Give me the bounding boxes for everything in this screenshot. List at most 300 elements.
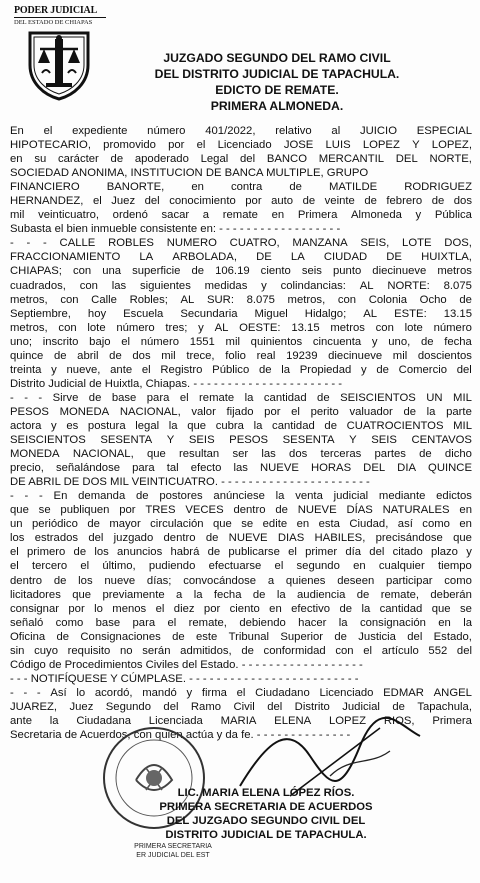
- body-word: no: [120, 644, 133, 657]
- body-word: remate,: [380, 588, 420, 601]
- body-line: [10, 194, 472, 208]
- seal-text: [118, 842, 228, 860]
- body-word: por: [119, 504, 136, 517]
- body-word: tres;: [165, 321, 188, 334]
- body-word: así: [397, 518, 413, 531]
- body-word: debiendo: [239, 616, 286, 629]
- body-word: JOSE: [283, 139, 314, 152]
- body-word: por: [245, 195, 262, 208]
- body-word: LOPEZ: [328, 714, 367, 727]
- body-word: Y: [412, 139, 420, 152]
- body-word: seis: [301, 265, 322, 278]
- body-word: Ciudad,: [349, 518, 389, 531]
- body-word: estrados: [34, 532, 79, 545]
- body-word: ANGEL: [433, 686, 472, 699]
- body-word: el: [288, 546, 297, 559]
- body-word: por: [68, 602, 85, 615]
- body-word: NACIONAL,: [119, 405, 181, 418]
- body-word: MONEDA: [59, 405, 110, 418]
- body-line: [10, 152, 472, 166]
- body-word: de: [364, 195, 377, 208]
- body-word: TRES: [145, 504, 176, 517]
- body-word: uno;: [10, 335, 32, 348]
- body-word: este: [195, 630, 218, 643]
- body-word: de: [339, 602, 353, 615]
- body-line: [10, 335, 472, 349]
- body-word: una: [102, 265, 122, 278]
- body-line: [10, 363, 472, 377]
- body-line: [10, 559, 472, 573]
- body-word: como: [55, 616, 84, 629]
- body-word: en: [438, 616, 451, 629]
- body-word: el: [141, 363, 151, 376]
- body-word: del: [163, 700, 179, 713]
- body-word: del: [144, 195, 160, 208]
- body-word: 8.075: [443, 279, 472, 292]
- body-word: licitadores: [10, 588, 61, 601]
- body-word: dentro: [10, 574, 43, 587]
- body-word: 13.15: [443, 307, 472, 320]
- body-word: Estado,: [433, 630, 472, 643]
- body-word: la: [244, 391, 254, 404]
- body-word: contra: [230, 181, 263, 194]
- body-word: publiquen: [60, 504, 110, 517]
- body-word: LA: [290, 251, 305, 264]
- body-word: en: [459, 504, 472, 517]
- body-word: primer: [305, 546, 338, 559]
- body-word: para: [132, 616, 156, 629]
- body-word: el: [43, 125, 53, 137]
- body-word: CUATRO,: [229, 237, 280, 250]
- body-word: bajo: [89, 335, 111, 348]
- body-word: DIA: [397, 462, 417, 475]
- body-word: terceras: [320, 448, 362, 461]
- body-word: ciento: [260, 265, 291, 278]
- body-word: ordenó: [112, 209, 148, 222]
- body-word: HIPOTECARIO,: [10, 139, 91, 152]
- body-word: quince: [10, 349, 44, 362]
- body-word: de: [205, 532, 219, 545]
- body-word: el: [291, 405, 300, 418]
- body-word: metros,: [287, 293, 326, 306]
- body-word: que: [453, 532, 472, 545]
- body-word: ciento: [229, 602, 260, 615]
- body-word: precio,: [10, 462, 44, 475]
- body-word: ELENA: [274, 714, 312, 727]
- body-word: Juez: [69, 700, 94, 713]
- body-word: días;: [146, 574, 172, 587]
- signatory-district: DISTRITO JUDICIAL DE TAPACHULA.: [165, 829, 367, 841]
- body-word: acordó,: [94, 686, 133, 699]
- body-word: Oficina: [10, 630, 46, 643]
- body-word: LOPEZ,: [431, 139, 472, 152]
- body-word: diez: [173, 602, 195, 615]
- body-word: Secundaria: [180, 307, 238, 320]
- body-word: MATILDE: [329, 181, 378, 194]
- body-word: para: [146, 391, 170, 404]
- body-line: [10, 630, 472, 644]
- body-word: por: [264, 405, 281, 418]
- body-word: con: [60, 293, 79, 306]
- body-word: artículo: [381, 644, 419, 657]
- body-word: dos: [453, 195, 472, 208]
- body-word: la: [281, 363, 291, 376]
- body-word: el: [121, 335, 131, 348]
- body-word: postores: [159, 490, 203, 503]
- edict-body: [10, 124, 472, 742]
- body-line: [10, 658, 472, 672]
- body-word: Superior: [280, 630, 324, 643]
- body-word: 8.075: [246, 293, 275, 306]
- body-word: 106.19: [215, 265, 250, 278]
- body-word: consignar: [10, 602, 59, 615]
- body-word: esta: [318, 518, 340, 531]
- body-word: QUINCE: [428, 462, 472, 475]
- body-word: MANZANA: [292, 237, 348, 250]
- body-word: judicial: [333, 490, 369, 503]
- body-word: plazo: [430, 546, 458, 559]
- body-word: y: [51, 363, 57, 376]
- body-word: Así: [50, 686, 67, 699]
- body-word: colindancias:: [280, 279, 346, 292]
- body-word: Sirve: [52, 391, 79, 404]
- body-word: que: [10, 504, 29, 517]
- body-word: el: [274, 560, 284, 573]
- body-word: de: [420, 335, 434, 348]
- body-word: treinta: [10, 363, 42, 376]
- body-word: JUICIO: [359, 125, 397, 137]
- body-word: número: [147, 125, 186, 137]
- body-word: y: [466, 546, 472, 559]
- body-word: LOPEZ: [362, 139, 400, 152]
- body-word: base: [111, 391, 137, 404]
- body-word: las: [261, 448, 276, 461]
- body-word: es: [66, 419, 79, 432]
- body-word: en: [191, 181, 204, 194]
- body-word: de: [191, 265, 205, 278]
- body-word: -: [24, 391, 28, 404]
- body-word: SEIS: [188, 434, 215, 447]
- body-word: sin: [10, 644, 25, 657]
- body-word: auto: [271, 195, 294, 208]
- body-word: LUIS: [325, 139, 351, 152]
- body-word: la: [361, 602, 371, 615]
- body-word: número: [433, 321, 472, 334]
- body-word: mandó: [142, 686, 177, 699]
- body-line: [10, 264, 472, 278]
- body-word: SESENTA: [100, 434, 153, 447]
- body-line: [10, 475, 472, 489]
- body-word: AL: [363, 307, 378, 320]
- body-word: el: [92, 195, 102, 208]
- body-line: [10, 222, 472, 236]
- body-line: [10, 293, 472, 307]
- body-word: AL: [180, 293, 195, 306]
- body-word: HUIXTLA,: [421, 251, 472, 264]
- body-word: por: [203, 602, 221, 615]
- body-word: veinte: [324, 195, 355, 208]
- body-word: SEISCIENTOS: [10, 434, 86, 447]
- body-word: Miguel: [254, 307, 288, 320]
- body-word: EDMAR: [383, 686, 424, 699]
- body-word: trece,: [186, 349, 215, 362]
- body-word: señalándose: [55, 462, 121, 475]
- body-word: BANCO: [266, 153, 307, 166]
- body-word: serán: [142, 644, 171, 657]
- signatory-court: DEL JUZGADO SEGUNDO CIVIL DEL: [166, 815, 366, 827]
- body-word: ESTE:: [394, 307, 427, 320]
- body-line: [10, 279, 472, 293]
- body-word: uno,: [388, 335, 411, 348]
- body-word: RODRIGUEZ: [404, 181, 472, 194]
- court-logo-subtitle: DEL ESTADO DE CHIAPAS: [14, 17, 106, 26]
- body-word: el: [363, 644, 373, 657]
- body-word: los: [10, 532, 25, 545]
- body-word: valor: [191, 405, 216, 418]
- body-word: remate: [199, 391, 235, 404]
- body-line: [10, 602, 472, 616]
- body-word: NUEVE: [297, 504, 337, 517]
- body-word: 19239: [286, 349, 318, 362]
- body-word: anúnciese: [213, 490, 265, 503]
- body-word: de: [317, 391, 330, 404]
- body-word: DÍAS: [346, 504, 373, 517]
- body-word: Licenciado: [217, 139, 272, 152]
- body-word: Robles;: [129, 293, 168, 306]
- body-word: remate,: [188, 616, 227, 629]
- body-word: de: [324, 419, 337, 432]
- body-word: en: [459, 518, 472, 531]
- body-word: de: [258, 363, 272, 376]
- body-word: conocimiento: [169, 195, 236, 208]
- body-line: [10, 250, 472, 264]
- body-word: de: [459, 293, 472, 306]
- body-word: -: [10, 686, 14, 699]
- body-word: Ciudadana: [76, 714, 132, 727]
- body-word: HERNANDEZ,: [10, 195, 84, 208]
- body-line-text: Secretaria de Acuerdos, con quien actúa y da fe. - - - - - - - - - - - - - -: [10, 729, 351, 742]
- body-word: en: [296, 518, 310, 531]
- body-word: doscientos: [417, 349, 472, 362]
- body-word: cubra: [215, 419, 244, 432]
- body-word: por: [168, 139, 185, 152]
- body-word: consignación: [359, 616, 426, 629]
- body-word: citado: [392, 546, 423, 559]
- body-word: cuyo: [34, 644, 58, 657]
- body-word: dos: [289, 448, 308, 461]
- body-word: inscrito: [42, 335, 79, 348]
- body-word: DE: [386, 251, 402, 264]
- body-word: el: [236, 686, 246, 699]
- body-word: audiencia: [297, 588, 346, 601]
- body-word: Propiedad: [299, 363, 352, 376]
- body-word: cantidad: [263, 391, 307, 404]
- body-word: y: [51, 419, 57, 432]
- body-line: [10, 461, 472, 475]
- body-word: venta: [295, 490, 323, 503]
- body-word: segundo: [296, 560, 340, 573]
- body-word: quienes: [285, 574, 326, 587]
- body-word: OESTE:: [239, 321, 281, 334]
- body-word: actora: [10, 419, 42, 432]
- body-line-text: Subasta el bien inmueble consistente en: - - - - - - - - - - - - - - - - - -: [10, 223, 341, 236]
- body-word: -: [23, 686, 28, 699]
- body-word: perito: [310, 405, 339, 418]
- seal-text-line: ER JUDICIAL DEL EST: [136, 852, 210, 859]
- body-word: medidas: [204, 279, 248, 292]
- body-word: lote: [87, 321, 106, 334]
- body-word: mil: [161, 349, 176, 362]
- body-word: Público: [212, 363, 250, 376]
- body-word: ESPECIAL: [416, 125, 472, 137]
- body-word: CIUDAD: [323, 251, 368, 264]
- body-word: y: [415, 209, 422, 222]
- body-word: Calle: [91, 293, 117, 306]
- body-word: hoy: [87, 307, 107, 320]
- body-word: NUEVE: [259, 462, 299, 475]
- body-line: [10, 588, 472, 602]
- body-word: y: [261, 279, 267, 292]
- body-word: parte: [446, 405, 472, 418]
- body-word: de: [135, 490, 149, 503]
- body-line-text: DE ABRIL DE DOS MIL VEINTICUATRO. - - - - - - - - - - - - - - - - - - - - - -: [10, 476, 370, 489]
- body-word: precisándose: [375, 532, 443, 545]
- body-word: ante: [10, 714, 32, 727]
- body-line: [10, 166, 472, 180]
- body-word: MIL: [453, 419, 472, 432]
- body-word: el: [167, 616, 177, 629]
- body-word: UN: [426, 391, 443, 404]
- body-line: [10, 391, 472, 405]
- body-word: previamente: [102, 588, 165, 601]
- body-word: en: [10, 153, 23, 166]
- body-word: mil: [392, 349, 408, 362]
- body-word: diecinueve: [328, 349, 383, 362]
- body-word: real: [256, 349, 276, 362]
- body-word: los: [78, 574, 93, 587]
- body-word: AL: [359, 279, 374, 292]
- body-line: [10, 545, 472, 559]
- body-word: a: [267, 574, 275, 587]
- body-word: la: [193, 588, 203, 601]
- body-word: la: [276, 588, 286, 601]
- body-word: postura: [87, 419, 126, 432]
- body-line: [10, 307, 472, 321]
- body-word: NORTE:: [387, 279, 430, 292]
- body-line-text: - - - NOTIFÍQUESE Y CÚMPLASE. - - - - - - - - - - - - - - - - - - - - - - - - -: [10, 672, 359, 685]
- body-word: SESENTA: [282, 434, 335, 447]
- body-word: su: [34, 153, 47, 166]
- body-line: [10, 531, 472, 545]
- body-word: Juez: [111, 195, 136, 208]
- body-word: que: [212, 518, 232, 531]
- body-word: 552: [428, 644, 448, 657]
- body-word: Legal: [200, 153, 229, 166]
- body-line: [10, 405, 472, 419]
- body-word: de: [431, 195, 445, 208]
- body-word: -: [10, 237, 14, 250]
- document-header: [112, 50, 442, 114]
- body-word: AL: [214, 321, 229, 334]
- body-word: hacer: [298, 616, 327, 629]
- body-word: -: [26, 237, 31, 250]
- body-word: y: [361, 363, 367, 376]
- header-line: JUZGADO SEGUNDO DEL RAMO CIVIL: [163, 51, 391, 65]
- body-word: NATURALES: [382, 504, 450, 517]
- body-word: Licenciado: [319, 686, 374, 699]
- body-word: cualquier: [378, 560, 425, 573]
- body-word: de: [241, 644, 254, 657]
- body-word: valuador: [349, 405, 393, 418]
- court-logo-title: PODER JUDICIAL: [14, 5, 98, 16]
- body-word: periódico: [32, 518, 78, 531]
- body-line: [10, 124, 472, 138]
- body-word: de: [56, 630, 70, 643]
- body-word: Tapachula,: [417, 700, 472, 713]
- court-logo: [14, 6, 106, 106]
- body-word: lo: [76, 686, 86, 699]
- body-word: Hidalgo;: [304, 307, 347, 320]
- body-word: tal: [166, 462, 179, 475]
- body-word: cantidad: [379, 602, 423, 615]
- body-word: ante: [110, 363, 133, 376]
- body-word: nueve,: [66, 363, 101, 376]
- body-word: siguientes: [139, 279, 191, 292]
- body-line: [10, 377, 472, 391]
- body-word: circulación: [150, 518, 204, 531]
- body-word: con: [58, 321, 77, 334]
- body-word: convocándose: [183, 574, 257, 587]
- body-word: en: [271, 209, 285, 222]
- body-line: [10, 574, 472, 588]
- body-word: metros,: [10, 321, 48, 334]
- body-word: Ramo: [190, 700, 222, 713]
- body-word: de: [289, 181, 302, 194]
- body-word: apoderado: [134, 153, 189, 166]
- body-word: en: [269, 602, 282, 615]
- body-word: edite: [262, 518, 288, 531]
- body-word: Ocho: [419, 293, 447, 306]
- body-word: MARIA: [220, 714, 257, 727]
- body-line: [10, 419, 472, 433]
- body-word: febrero: [386, 195, 423, 208]
- body-word: MONEDA: [10, 448, 60, 461]
- body-word: de: [53, 574, 67, 587]
- body-word: promovido: [103, 139, 156, 152]
- body-word: SEISCIENTOS: [340, 391, 416, 404]
- body-word: partes: [374, 448, 406, 461]
- body-word: diecinueve: [372, 265, 427, 278]
- body-word: FINANCIERO: [10, 181, 80, 194]
- body-word: del: [407, 630, 423, 643]
- body-word: Licenciada: [148, 714, 203, 727]
- body-word: Civil: [233, 700, 255, 713]
- body-word: efectuarse: [208, 560, 262, 573]
- body-word: que: [72, 588, 92, 601]
- body-word: Segundo: [105, 700, 151, 713]
- body-word: Registro: [160, 363, 203, 376]
- body-word: metros,: [10, 293, 48, 306]
- body-word: requisito: [67, 644, 111, 657]
- body-word: ser: [232, 448, 249, 461]
- body-word: BANORTE,: [106, 181, 165, 194]
- body-line: [10, 616, 472, 630]
- body-word: y: [371, 335, 378, 348]
- body-word: tercero: [32, 560, 68, 573]
- body-word: Primera: [432, 714, 472, 727]
- body-word: DIAS: [277, 532, 305, 545]
- body-word: En: [10, 125, 24, 137]
